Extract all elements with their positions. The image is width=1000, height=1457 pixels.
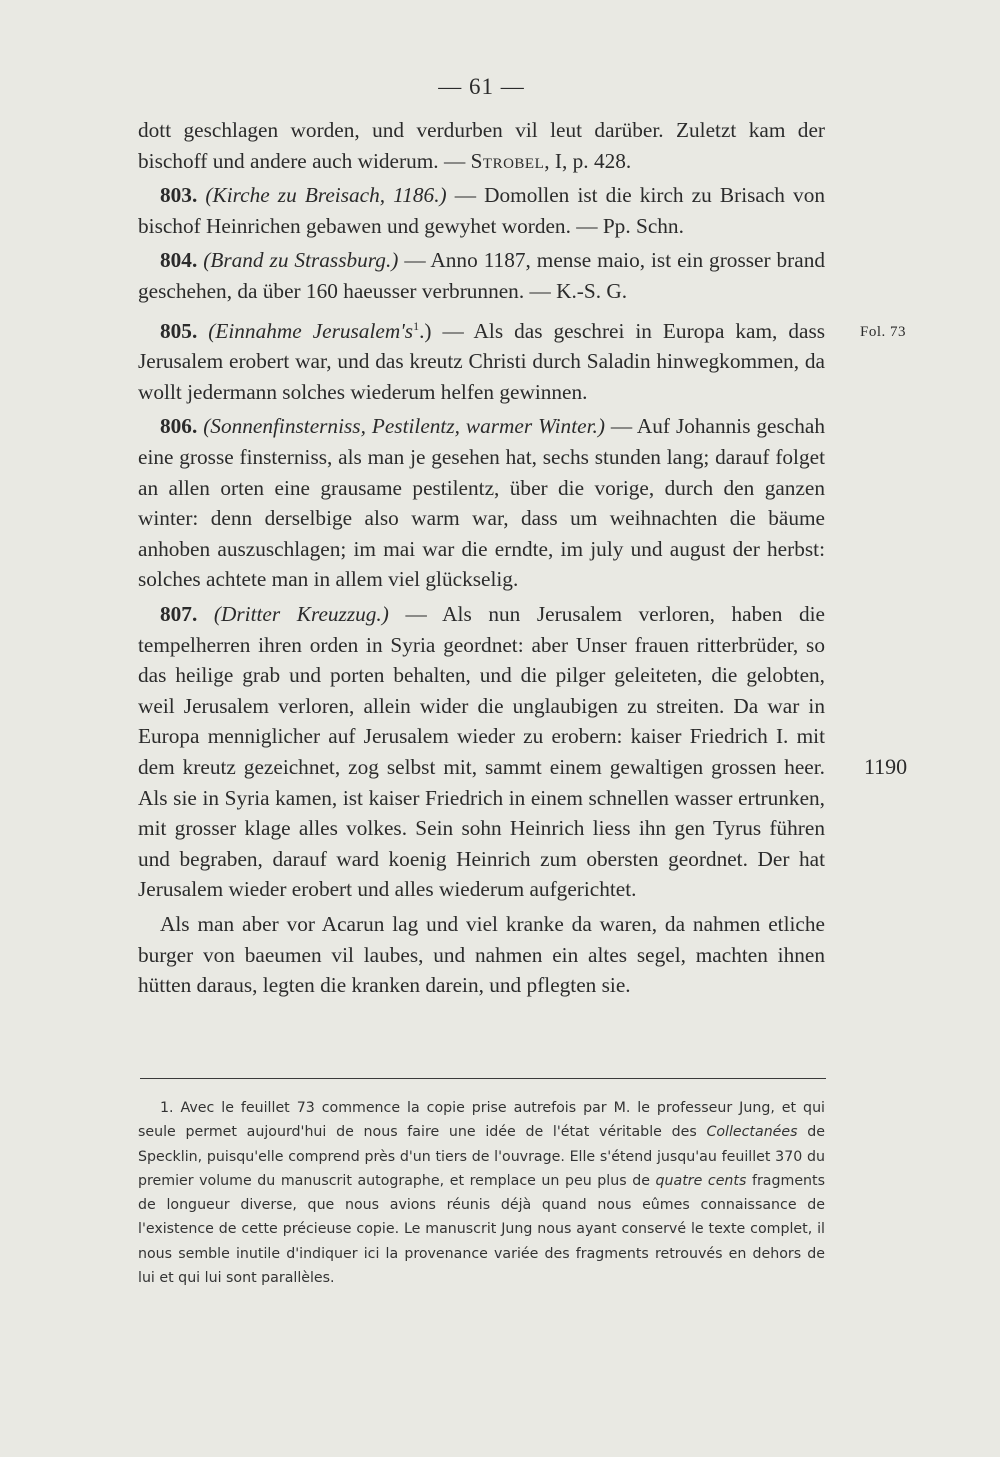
entry-806 — [138, 411, 825, 595]
paragraph-continuation — [138, 115, 825, 176]
footnote — [138, 1096, 825, 1290]
entry-number: 804. — [160, 248, 198, 273]
footnote-emphasis: quatre cents — [655, 1172, 747, 1189]
entry-number: 803. — [160, 183, 198, 208]
footnote-emphasis: Collectanées — [706, 1124, 798, 1141]
entry-804 — [138, 245, 825, 306]
entry-title: (Einnahme Jerusalem's — [208, 318, 414, 343]
footnote-text: Avec le feuillet 73 commence la copie prise autrefois par M. le professeur Jung, et qui seule permet aujourd'hui de nous faire une idée de l'état véritable des — [138, 1100, 825, 1141]
paragraph-text: dott geschlagen worden, und verdurben vil leut darüber. Zuletzt kam der bischoff und andere auch widerum. — — [138, 118, 825, 173]
entry-807-continuation: Als man aber vor Acarun lag und viel kranke da waren, da nahmen etliche burger von baeumen vil laubes, und nahmen ein altes segel, machten ihnen hütten daraus, legten die kranken darein, und pflegten sie. — [138, 911, 825, 998]
footnote-text: fragments de longueur diverse, que nous avions réunis déjà quand nous eûmes connaissance de l'existence de cette précieuse copie. Le manuscrit Jung nous ayant conservé le texte complet, il nous semble inutile d'indiquer ici la provenance variée des fragments retrouvés en dehors de lui et qui lui sont parallèles. — [138, 1172, 825, 1287]
entry-text: — Domollen ist die kirch zu Brisach von bischof Heinrichen gebawen und gewyhet worden. — Pp. Schn. — [138, 183, 826, 238]
entry-text: — Anno 1187, mense maio, ist ein grosser brand geschehen, da über 160 haeusser verbrunnen. — K.-S. G. — [138, 248, 826, 303]
entry-title: (Sonnenfinsterniss, Pestilentz, warmer Winter.) — [203, 414, 605, 439]
footnote-divider — [140, 1078, 826, 1079]
body-text — [138, 115, 825, 1001]
entry-title: (Brand zu Strassburg.) — [203, 248, 399, 273]
entry-807 — [138, 599, 825, 905]
entry-title: (Kirche zu Breisach, 1186.) — [205, 183, 447, 208]
entry-number: 805. — [160, 318, 198, 343]
entry-text: — Auf Johannis geschah eine grosse finsterniss, als man je gesehen hat, sechs stunden lang; darauf folget an allen orten eine grausame pestilentz, über die vorige, durch den ganzen winter: denn derselbige also warm war, dass um weihnachten die bäume anhoben auszuschlagen; im mai war die erndte, im july und august der herbst: solches achtete man in allem viel glückselig. — [138, 414, 826, 592]
entry-805 — [138, 311, 825, 408]
margin-folio-note: Fol. 73 — [860, 324, 907, 340]
entry-title-end: .) — [419, 318, 432, 343]
footnote-marker: 1. — [160, 1100, 174, 1116]
margin-year-note: 1190 — [864, 754, 908, 779]
entry-text: — Als nun Jerusalem verloren, haben die tempelherren ihren orden in Syria geordnet: aber Unser frauen ritterbrüder, so das heilige grab und porten behalten, und die pilger geleiteten, die gelobten, weil Jerusalem verloren, allein wider die unglaubigen zu streiten. Da war in Europa menniglicher auf Jerusalem wieder zu erobern: kaiser Friedrich I. mit dem kreutz gezeichnet, zog selbst mit, sammt einem gewaltigen grossen heer. Als sie in Syria kamen, ist kaiser Friedrich in einem schnellen wasser ertrunken, mit grosser klage alles volkes. Sein sohn Heinrich liess ihn gen Tyrus führen und begraben, darauf ward koenig Heinrich zum obersten geordnet. Der hat Jerusalem wieder erobert und alles wiederum aufgerichtet. — [138, 602, 825, 902]
paragraph-text: , I, p. 428. — [544, 148, 632, 173]
entry-803 — [138, 180, 825, 241]
entry-number: 806. — [160, 414, 198, 439]
source-citation: Strobel — [470, 148, 545, 173]
entry-text: — Als das geschrei in Europa kam, dass Jerusalem erobert war, und das kreutz Christi durch Saladin hinwegkommen, da wollt jedermann solches wiederum helfen gewinnen. — [138, 318, 826, 404]
entry-title: (Dritter Kreuzzug.) — [213, 602, 389, 626]
entry-number: 807. — [160, 602, 198, 626]
footnote-reference[interactable]: 1 — [413, 318, 420, 333]
footnote-text: de Specklin, puisqu'elle comprend près d'un tiers de l'ouvrage. Elle s'étend jusqu'au feuillet 370 du premier volume du manuscrit autographe, et remplace un peu plus de — [138, 1124, 826, 1189]
page-number: — 61 — — [438, 74, 525, 99]
